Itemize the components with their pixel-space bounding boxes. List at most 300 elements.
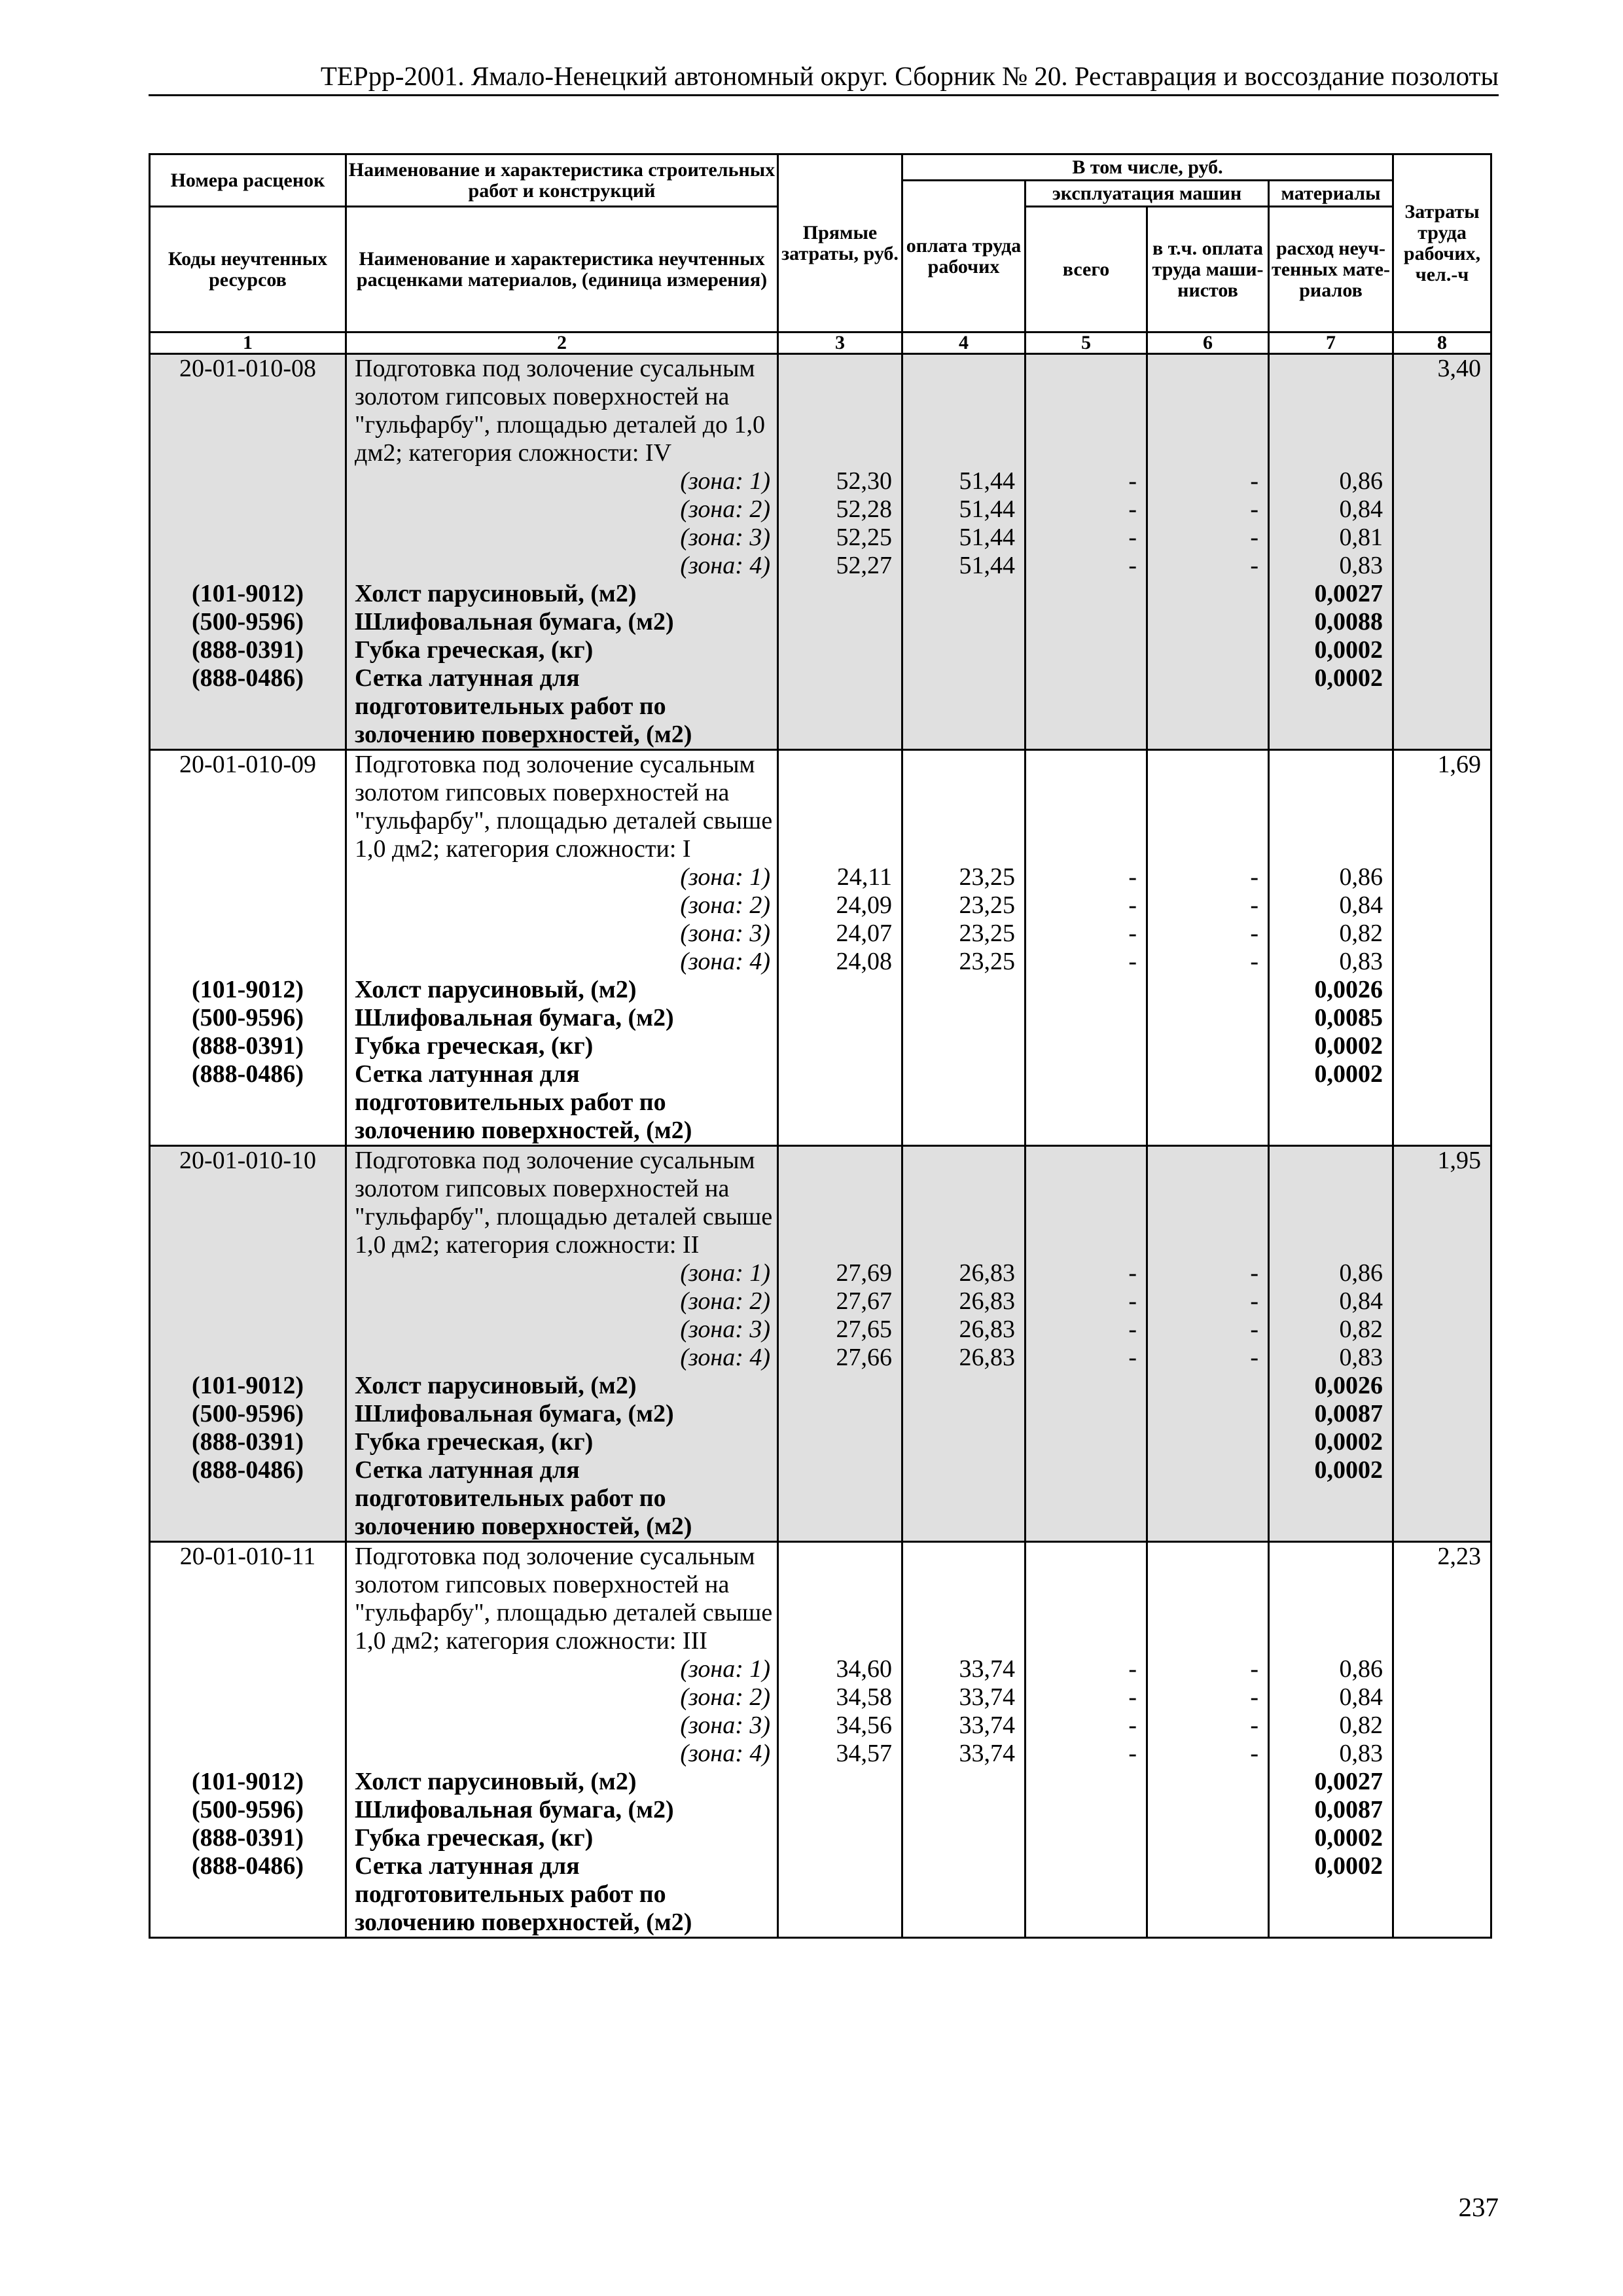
resource-code: (888-0391) [192, 636, 304, 664]
header-unaccounted-materials: расход неуч-тенных мате-риалов [1269, 207, 1393, 332]
resource-code: (500-9596) [192, 608, 304, 636]
machinist-pay-value: - [1250, 1287, 1258, 1315]
spacer-line [779, 1513, 901, 1541]
direct-cost-value: 52,25 [836, 524, 892, 551]
spacer-line [1148, 1088, 1268, 1117]
rate-description-line: Подготовка под золочение сусальным [355, 355, 755, 382]
direct-cost-value: 27,69 [836, 1259, 892, 1287]
spacer-line [151, 1880, 345, 1909]
resource-amount: 0,0087 [1314, 1796, 1383, 1823]
machines-total-value: - [1128, 1740, 1137, 1767]
spacer-line [903, 1060, 1024, 1088]
zone-label: (зона: 2) [680, 1683, 770, 1711]
spacer-line [1394, 552, 1490, 580]
zone-label: (зона: 4) [680, 552, 770, 579]
spacer-line [903, 355, 1024, 383]
spacer-line [1148, 1571, 1268, 1599]
rate-code-cell [150, 1542, 346, 1938]
materials-value: 0,82 [1339, 920, 1383, 947]
machines-total-value: - [1128, 1259, 1137, 1287]
resource-amount: 0,0088 [1314, 608, 1383, 636]
spacer-line [779, 411, 901, 439]
spacer-line [1026, 1456, 1146, 1484]
rate-code-cell [150, 1146, 346, 1542]
spacer-line [1026, 976, 1146, 1004]
rate-description-line: дм2; категория сложности: IV [355, 439, 672, 467]
spacer-line [779, 1428, 901, 1456]
materials-cell [1269, 1146, 1393, 1542]
machines-total-value: - [1128, 1287, 1137, 1315]
spacer-line [903, 807, 1024, 835]
spacer-line [1148, 664, 1268, 692]
spacer-line [1026, 1796, 1146, 1824]
header-direct-costs: Прямые затраты, руб. [778, 154, 902, 332]
resource-amount: 0,0002 [1314, 1060, 1383, 1088]
spacer-line [1148, 835, 1268, 863]
spacer-line [1270, 1231, 1392, 1259]
machinist-pay-value: - [1250, 552, 1258, 579]
spacer-line [1026, 1032, 1146, 1060]
machines-total-cell [1026, 1146, 1147, 1542]
spacer-line [903, 1203, 1024, 1231]
spacer-line [1270, 721, 1392, 749]
spacer-line [1394, 1513, 1490, 1541]
spacer-line [779, 976, 901, 1004]
materials-value: 0,83 [1339, 948, 1383, 975]
spacer-line [903, 1571, 1024, 1599]
rate-code: 20-01-010-11 [179, 1543, 316, 1570]
spacer-line [1270, 1203, 1392, 1231]
spacer-line [1270, 1513, 1392, 1541]
spacer-line [1394, 580, 1490, 608]
spacer-line [903, 1824, 1024, 1852]
resource-amount: 0,0026 [1314, 1372, 1383, 1399]
spacer-line [903, 1909, 1024, 1937]
spacer-line [151, 1655, 345, 1683]
spacer-line [779, 1909, 901, 1937]
resource-code: (101-9012) [192, 1768, 304, 1795]
rate-code: 20-01-010-09 [179, 751, 316, 778]
spacer-line [1394, 636, 1490, 664]
machines-total-value: - [1128, 495, 1137, 523]
machines-total-value: - [1128, 467, 1137, 495]
labor-value: 3,40 [1437, 355, 1482, 382]
spacer-line [1026, 751, 1146, 779]
spacer-line [1394, 1316, 1490, 1344]
materials-value: 0,84 [1339, 495, 1383, 523]
machinist-pay-value: - [1250, 1683, 1258, 1711]
page-header-title: ТЕРрр-2001. Ямало-Ненецкий автономный округ. Сборник № 20. Реставрация и воссоздание позолоты [149, 60, 1499, 96]
spacer-line [1394, 1880, 1490, 1909]
zone-label: (зона: 1) [680, 1259, 770, 1287]
machinist-pay-value: - [1250, 1712, 1258, 1739]
resource-code: (500-9596) [192, 1400, 304, 1427]
spacer-line [779, 1880, 901, 1909]
materials-value: 0,84 [1339, 891, 1383, 919]
spacer-line [1270, 1599, 1392, 1627]
resource-amount: 0,0087 [1314, 1400, 1383, 1427]
worker-pay-value: 51,44 [959, 467, 1015, 495]
resource-name-line: Шлифовальная бумага, (м2) [355, 1400, 674, 1427]
spacer-line [151, 439, 345, 467]
machinist-pay-value: - [1250, 1259, 1258, 1287]
spacer-line [1394, 1852, 1490, 1880]
spacer-line [1148, 1231, 1268, 1259]
resource-name-line: Губка греческая, (кг) [355, 1428, 594, 1456]
machines-total-value: - [1128, 524, 1137, 551]
spacer-line [903, 664, 1024, 692]
resource-amount: 0,0027 [1314, 580, 1383, 607]
spacer-line [1394, 891, 1490, 920]
machines-total-value: - [1128, 1655, 1137, 1683]
spacer-line [151, 1627, 345, 1655]
materials-value: 0,81 [1339, 524, 1383, 551]
resource-name-line: подготовительных работ по [355, 692, 666, 720]
spacer-line [1148, 411, 1268, 439]
spacer-line [1026, 1428, 1146, 1456]
machinist-pay-cell [1147, 1542, 1269, 1938]
direct-cost-value: 27,65 [836, 1316, 892, 1343]
rate-row [150, 1146, 1491, 1542]
resource-code: (101-9012) [192, 580, 304, 607]
header-materials: материалы [1269, 181, 1393, 207]
spacer-line [1026, 1571, 1146, 1599]
resource-amount: 0,0002 [1314, 1032, 1383, 1060]
spacer-line [151, 1712, 345, 1740]
zone-label: (зона: 3) [680, 524, 770, 551]
spacer-line [903, 1147, 1024, 1175]
spacer-line [903, 1768, 1024, 1796]
spacer-line [1394, 1032, 1490, 1060]
machines-total-value: - [1128, 920, 1137, 947]
rate-description-line: "гульфарбу", площадью деталей до 1,0 [355, 411, 766, 439]
spacer-line [1026, 1824, 1146, 1852]
spacer-line [151, 1571, 345, 1599]
direct-costs-cell [778, 1146, 902, 1542]
spacer-line [1026, 580, 1146, 608]
spacer-line [1394, 1627, 1490, 1655]
spacer-line [779, 692, 901, 721]
spacer-line [151, 1175, 345, 1203]
resource-name-line: Сетка латунная для [355, 1456, 580, 1484]
resource-name-line: Сетка латунная для [355, 1060, 580, 1088]
spacer-line [1394, 1203, 1490, 1231]
worker-pay-cell [902, 354, 1026, 750]
direct-cost-value: 27,67 [836, 1287, 892, 1315]
rate-description-line: золотом гипсовых поверхностей на [355, 779, 730, 806]
rates-table [149, 153, 1492, 1939]
spacer-line [1270, 1571, 1392, 1599]
worker-pay-value: 23,25 [959, 948, 1015, 975]
spacer-line [1394, 1004, 1490, 1032]
spacer-line [1270, 1147, 1392, 1175]
spacer-line [779, 1147, 901, 1175]
spacer-line [1394, 411, 1490, 439]
machines-total-value: - [1128, 1712, 1137, 1739]
resource-name-line: золочению поверхностей, (м2) [355, 1909, 692, 1936]
spacer-line [151, 1740, 345, 1768]
machines-total-value: - [1128, 891, 1137, 919]
spacer-line [1270, 1117, 1392, 1145]
direct-cost-value: 52,30 [836, 467, 892, 495]
spacer-line [903, 721, 1024, 749]
spacer-line [1148, 1796, 1268, 1824]
spacer-line [903, 1484, 1024, 1513]
spacer-line [779, 1543, 901, 1571]
rate-code: 20-01-010-08 [179, 355, 316, 382]
spacer-line [1270, 1484, 1392, 1513]
machinist-pay-value: - [1250, 495, 1258, 523]
spacer-line [779, 1175, 901, 1203]
spacer-line [1026, 721, 1146, 749]
spacer-line [1270, 692, 1392, 721]
spacer-line [1148, 1203, 1268, 1231]
spacer-line [1026, 1909, 1146, 1937]
machinist-pay-value: - [1250, 467, 1258, 495]
materials-value: 0,86 [1339, 467, 1383, 495]
machines-total-value: - [1128, 863, 1137, 891]
rate-row [150, 1542, 1491, 1938]
spacer-line [1270, 1880, 1392, 1909]
spacer-line [151, 552, 345, 580]
rate-description-line: 1,0 дм2; категория сложности: II [355, 1231, 700, 1259]
machinist-pay-cell [1147, 750, 1269, 1146]
spacer-line [1394, 439, 1490, 467]
header-labor-costs: Затраты труда рабочих, чел.-ч [1393, 154, 1491, 332]
column-number: 1 [150, 332, 346, 354]
spacer-line [903, 1428, 1024, 1456]
direct-costs-cell [778, 1542, 902, 1938]
header-machine-operation: эксплуатация машин [1026, 181, 1269, 207]
zone-label: (зона: 3) [680, 1712, 770, 1739]
spacer-line [779, 1203, 901, 1231]
spacer-line [779, 1032, 901, 1060]
materials-value: 0,86 [1339, 1259, 1383, 1287]
spacer-line [1394, 721, 1490, 749]
spacer-line [903, 1513, 1024, 1541]
materials-value: 0,83 [1339, 552, 1383, 579]
spacer-line [779, 608, 901, 636]
spacer-line [151, 807, 345, 835]
spacer-line [151, 1117, 345, 1145]
spacer-line [779, 779, 901, 807]
description-cell [346, 1542, 778, 1938]
labor-cell [1393, 750, 1491, 1146]
column-number: 7 [1269, 332, 1393, 354]
resource-code: (888-0486) [192, 1456, 304, 1484]
resource-name-line: золочению поверхностей, (м2) [355, 721, 692, 748]
materials-value: 0,84 [1339, 1683, 1383, 1711]
header-machinist-pay: в т.ч. оплата труда маши-нистов [1147, 207, 1269, 332]
spacer-line [779, 721, 901, 749]
spacer-line [151, 1203, 345, 1231]
column-number: 3 [778, 332, 902, 354]
materials-value: 0,82 [1339, 1712, 1383, 1739]
spacer-line [1270, 355, 1392, 383]
spacer-line [903, 580, 1024, 608]
materials-cell [1269, 750, 1393, 1146]
spacer-line [1148, 383, 1268, 411]
spacer-line [1394, 948, 1490, 976]
spacer-line [151, 1513, 345, 1541]
spacer-line [1394, 467, 1490, 495]
spacer-line [1026, 1768, 1146, 1796]
spacer-line [1394, 1909, 1490, 1937]
direct-cost-value: 52,27 [836, 552, 892, 579]
spacer-line [1148, 1768, 1268, 1796]
spacer-line [1148, 1428, 1268, 1456]
spacer-line [779, 580, 901, 608]
spacer-line [1148, 976, 1268, 1004]
rate-description-line: 1,0 дм2; категория сложности: III [355, 1627, 707, 1655]
spacer-line [779, 1231, 901, 1259]
spacer-line [779, 1004, 901, 1032]
spacer-line [779, 1796, 901, 1824]
spacer-line [903, 1117, 1024, 1145]
direct-cost-value: 34,56 [836, 1712, 892, 1739]
resource-name-line: Сетка латунная для [355, 664, 580, 692]
worker-pay-value: 33,74 [959, 1740, 1015, 1767]
spacer-line [779, 1571, 901, 1599]
direct-cost-value: 24,09 [836, 891, 892, 919]
materials-cell [1269, 1542, 1393, 1938]
rate-code-cell [150, 354, 346, 750]
spacer-line [779, 1400, 901, 1428]
resource-name-line: золочению поверхностей, (м2) [355, 1117, 692, 1144]
rate-code: 20-01-010-10 [179, 1147, 316, 1174]
spacer-line [903, 692, 1024, 721]
spacer-line [779, 383, 901, 411]
spacer-line [151, 891, 345, 920]
spacer-line [1394, 608, 1490, 636]
resource-amount: 0,0027 [1314, 1768, 1383, 1795]
spacer-line [903, 439, 1024, 467]
spacer-line [1148, 1032, 1268, 1060]
direct-cost-value: 34,60 [836, 1655, 892, 1683]
spacer-line [1148, 1484, 1268, 1513]
spacer-line [1148, 580, 1268, 608]
spacer-line [903, 636, 1024, 664]
materials-value: 0,86 [1339, 1655, 1383, 1683]
spacer-line [1026, 1513, 1146, 1541]
spacer-line [1394, 692, 1490, 721]
spacer-line [1394, 779, 1490, 807]
worker-pay-value: 23,25 [959, 863, 1015, 891]
spacer-line [1394, 835, 1490, 863]
spacer-line [1026, 1543, 1146, 1571]
spacer-line [1026, 1175, 1146, 1203]
spacer-line [1026, 411, 1146, 439]
resource-amount: 0,0002 [1314, 1456, 1383, 1484]
column-number: 6 [1147, 332, 1269, 354]
spacer-line [151, 383, 345, 411]
spacer-line [1270, 383, 1392, 411]
spacer-line [1148, 1909, 1268, 1937]
spacer-line [1394, 1060, 1490, 1088]
labor-value: 1,69 [1437, 751, 1482, 778]
resource-name-line: Шлифовальная бумага, (м2) [355, 608, 674, 636]
spacer-line [903, 1175, 1024, 1203]
machinist-pay-value: - [1250, 891, 1258, 919]
spacer-line [1148, 721, 1268, 749]
spacer-line [1270, 1909, 1392, 1937]
spacer-line [903, 608, 1024, 636]
spacer-line [903, 1088, 1024, 1117]
spacer-line [1148, 1880, 1268, 1909]
spacer-line [1148, 1543, 1268, 1571]
direct-cost-value: 24,08 [836, 948, 892, 975]
spacer-line [1148, 1175, 1268, 1203]
rate-description-line: "гульфарбу", площадью деталей свыше [355, 1203, 773, 1230]
worker-pay-value: 33,74 [959, 1712, 1015, 1739]
resource-name-line: подготовительных работ по [355, 1088, 666, 1116]
worker-pay-cell [902, 750, 1026, 1146]
spacer-line [779, 636, 901, 664]
spacer-line [1394, 1571, 1490, 1599]
spacer-line [1148, 1400, 1268, 1428]
spacer-line [779, 751, 901, 779]
spacer-line [903, 1231, 1024, 1259]
spacer-line [779, 1456, 901, 1484]
spacer-line [779, 1060, 901, 1088]
spacer-line [151, 467, 345, 495]
rate-description-line: золотом гипсовых поверхностей на [355, 1175, 730, 1202]
rate-description-line: "гульфарбу", площадью деталей свыше [355, 1599, 773, 1626]
spacer-line [151, 495, 345, 524]
spacer-line [151, 1484, 345, 1513]
resource-code: (500-9596) [192, 1796, 304, 1823]
resource-amount: 0,0002 [1314, 1824, 1383, 1852]
spacer-line [779, 1768, 901, 1796]
worker-pay-cell [902, 1542, 1026, 1938]
spacer-line [903, 1599, 1024, 1627]
spacer-line [1270, 1543, 1392, 1571]
materials-value: 0,86 [1339, 863, 1383, 891]
spacer-line [1148, 1117, 1268, 1145]
spacer-line [1026, 692, 1146, 721]
spacer-line [1394, 976, 1490, 1004]
spacer-line [1270, 411, 1392, 439]
worker-pay-value: 51,44 [959, 495, 1015, 523]
spacer-line [151, 1088, 345, 1117]
spacer-line [903, 1880, 1024, 1909]
spacer-line [1270, 1088, 1392, 1117]
spacer-line [779, 439, 901, 467]
resource-code: (101-9012) [192, 976, 304, 1003]
rate-row [150, 750, 1491, 1146]
resource-amount: 0,0026 [1314, 976, 1383, 1003]
spacer-line [1394, 1484, 1490, 1513]
spacer-line [151, 692, 345, 721]
spacer-line [779, 1372, 901, 1400]
worker-pay-value: 51,44 [959, 524, 1015, 551]
spacer-line [1394, 1599, 1490, 1627]
spacer-line [1394, 1712, 1490, 1740]
description-cell [346, 750, 778, 1146]
spacer-line [903, 1627, 1024, 1655]
spacer-line [1026, 1231, 1146, 1259]
spacer-line [1148, 1456, 1268, 1484]
machinist-pay-value: - [1250, 1655, 1258, 1683]
spacer-line [151, 1287, 345, 1316]
rate-description-line: Подготовка под золочение сусальным [355, 1543, 755, 1570]
zone-label: (зона: 1) [680, 1655, 770, 1683]
spacer-line [1148, 751, 1268, 779]
machines-total-cell [1026, 1542, 1147, 1938]
zone-label: (зона: 3) [680, 920, 770, 947]
spacer-line [779, 807, 901, 835]
resource-name-line: Холст парусиновый, (м2) [355, 580, 637, 607]
